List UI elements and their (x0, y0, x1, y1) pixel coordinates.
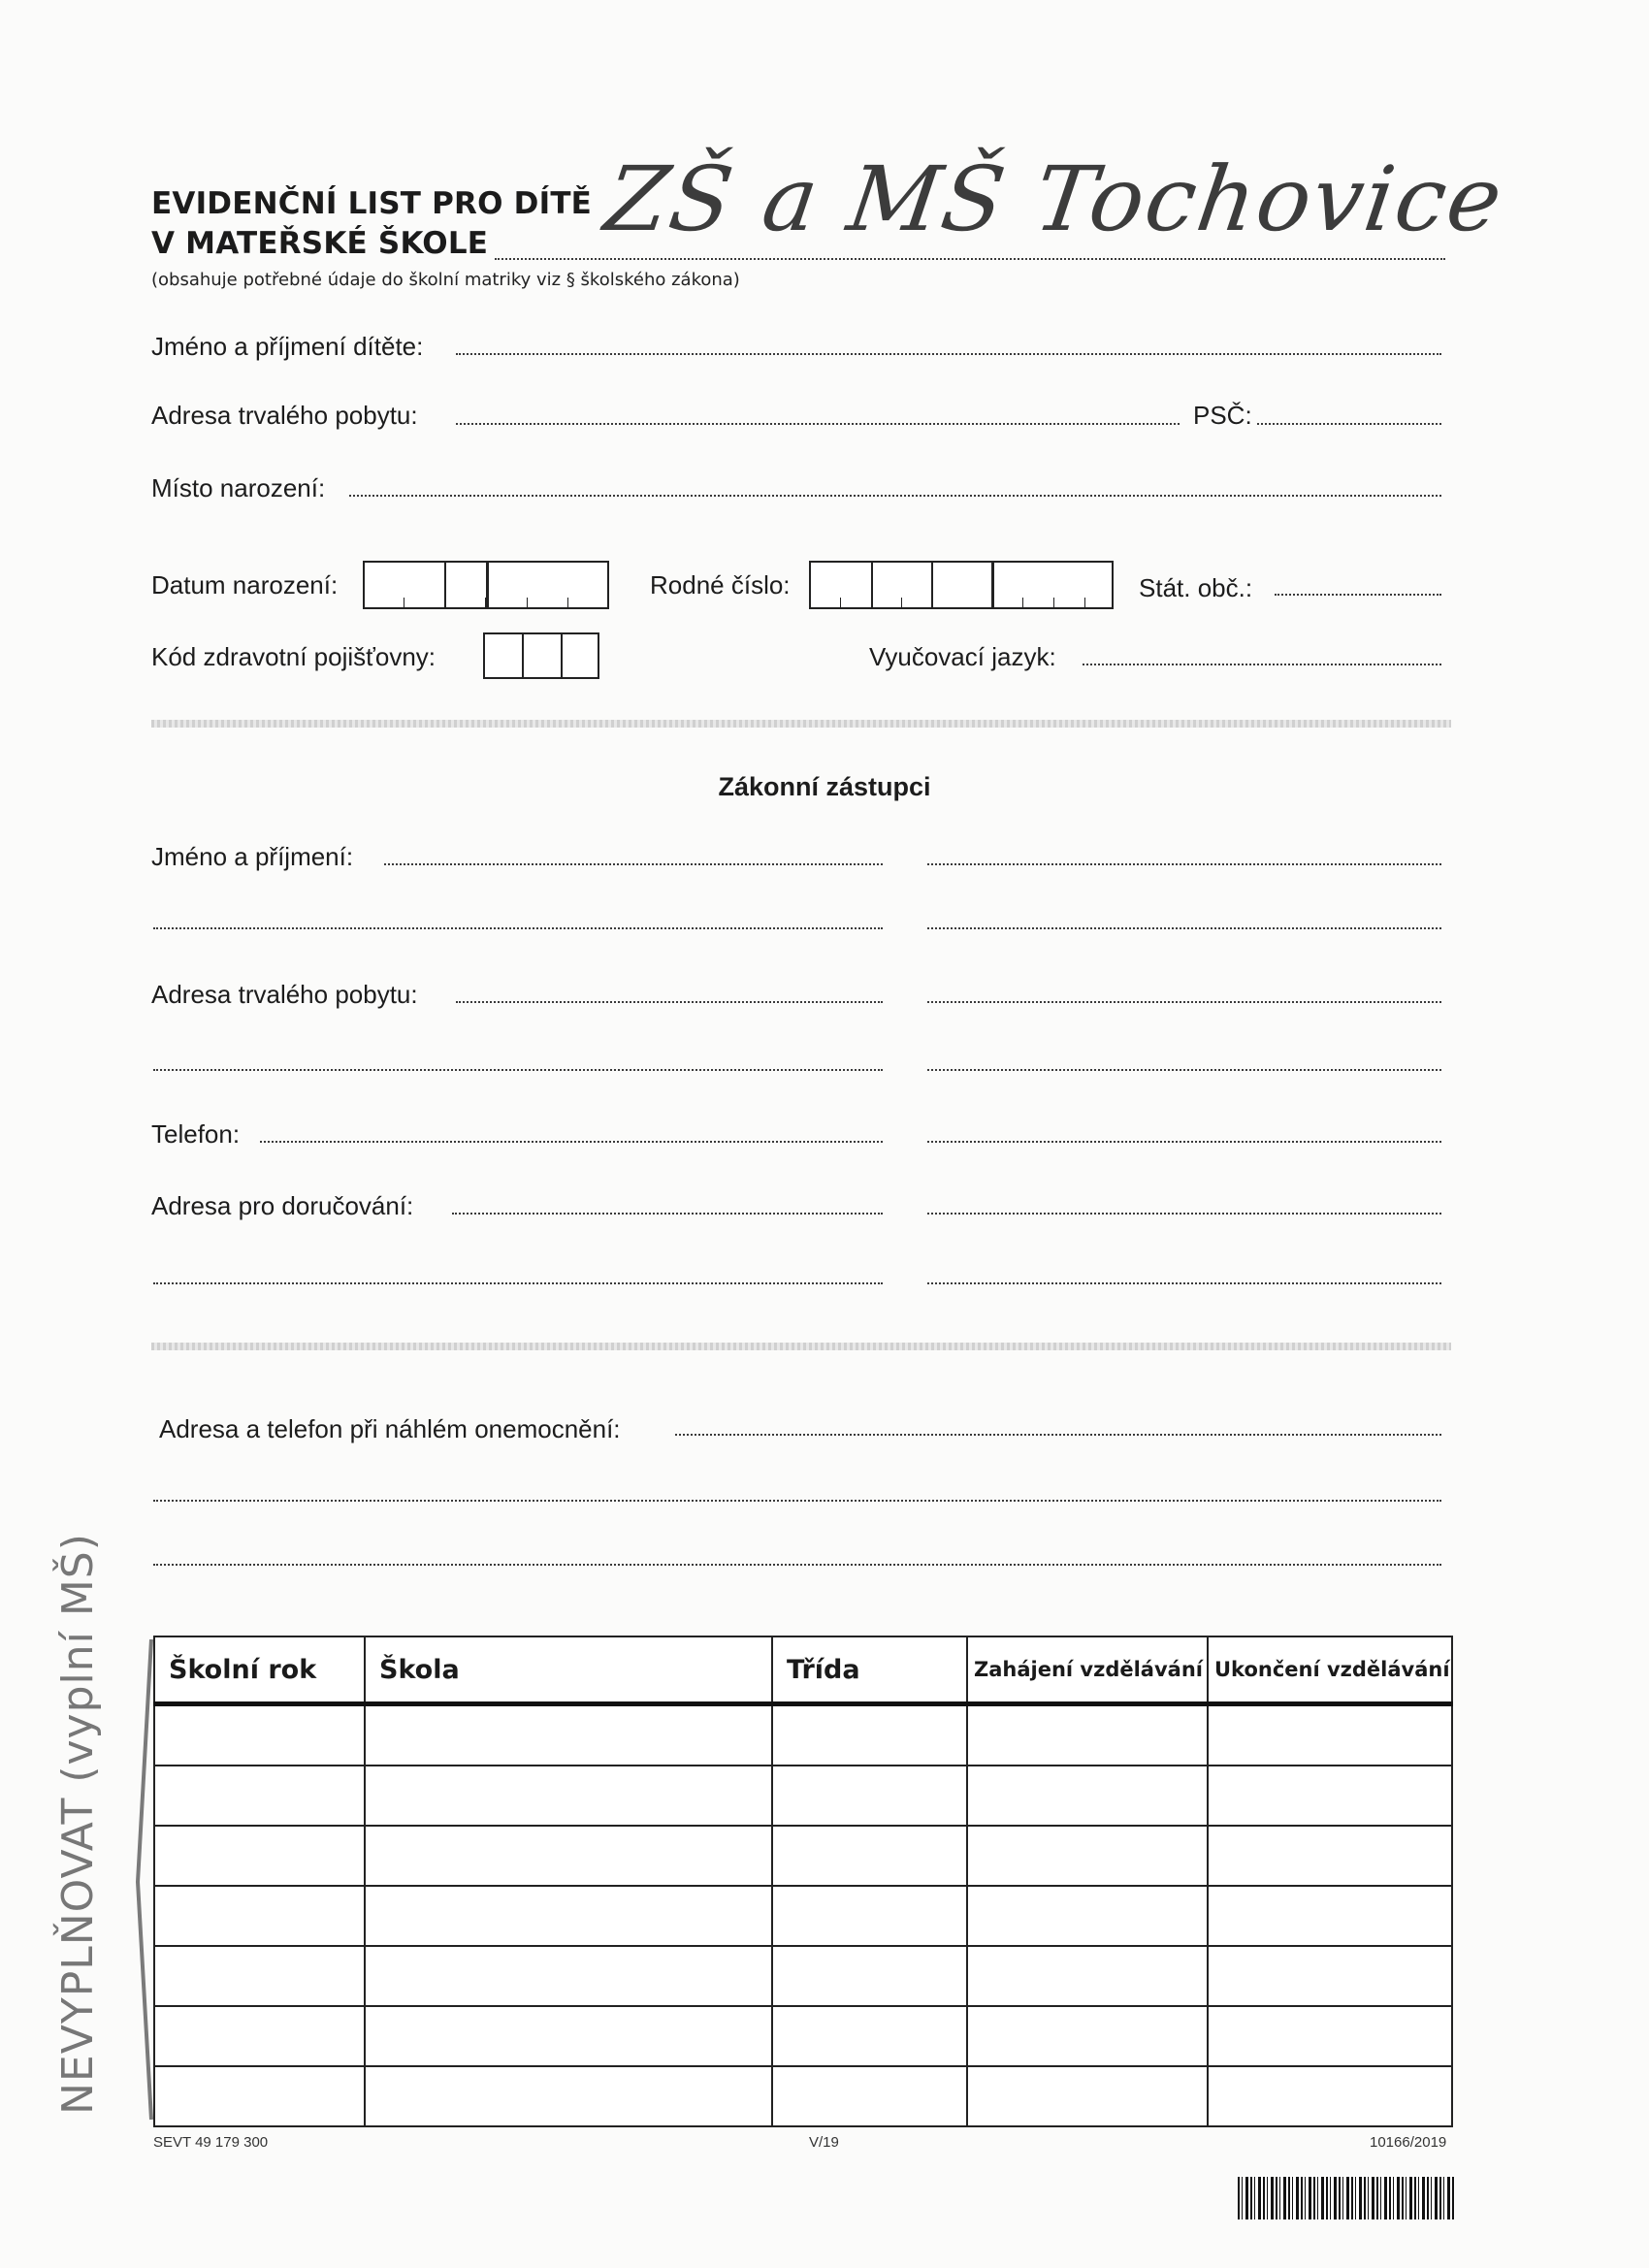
insurance-label: Kód zdravotní pojišťovny: (151, 642, 436, 671)
insurance-code-box[interactable] (483, 632, 599, 679)
table-cell[interactable] (365, 1946, 772, 2006)
table-cell[interactable] (154, 1766, 365, 1826)
citizenship-field[interactable] (1275, 594, 1441, 596)
guardian1-address-field-2[interactable] (153, 1069, 883, 1071)
table-cell[interactable] (365, 1704, 772, 1766)
form-title-line2: V MATEŘSKÉ ŠKOLE (151, 226, 489, 261)
table-cell[interactable] (772, 1886, 967, 1946)
col-header-class: Třída (772, 1636, 967, 1704)
guardian-name-label: Jméno a příjmení: (151, 842, 354, 871)
child-address-label: Adresa trvalého pobytu: (151, 401, 418, 430)
table-cell[interactable] (1208, 2006, 1452, 2066)
table-cell[interactable] (772, 1826, 967, 1886)
table-cell[interactable] (967, 1886, 1208, 1946)
emergency-field-3[interactable] (153, 1564, 1441, 1566)
guardian-phone-label: Telefon: (151, 1119, 241, 1149)
footer-version: V/19 (809, 2134, 839, 2151)
table-cell[interactable] (1208, 1704, 1452, 1766)
col-header-school-year: Školní rok (154, 1636, 365, 1704)
guardian1-delivery-field-2[interactable] (153, 1282, 883, 1284)
side-note-handwritten: NEVYPLŇOVAT (vyplní MŠ) (53, 1533, 103, 2115)
child-address-field[interactable] (456, 423, 1180, 425)
table-cell[interactable] (365, 2006, 772, 2066)
guardian2-delivery-field-2[interactable] (927, 1282, 1441, 1284)
table-cell[interactable] (154, 1826, 365, 1886)
table-cell[interactable] (967, 1704, 1208, 1766)
guardians-section-title: Zákonní zástupci (718, 772, 931, 801)
table-cell[interactable] (967, 1946, 1208, 2006)
table-cell[interactable] (1208, 1946, 1452, 2006)
section-separator (151, 720, 1451, 728)
birthplace-field[interactable] (349, 495, 1441, 497)
child-name-field[interactable] (456, 353, 1441, 355)
form-title-line1: EVIDENČNÍ LIST PRO DÍTĚ (151, 186, 593, 221)
language-field[interactable] (1083, 664, 1441, 665)
guardian1-address-field[interactable] (456, 1001, 883, 1003)
table-row (154, 1826, 1452, 1886)
table-row (154, 1946, 1452, 2006)
table-cell[interactable] (154, 1886, 365, 1946)
table-cell[interactable] (772, 1766, 967, 1826)
birthdate-box[interactable] (363, 561, 609, 609)
citizenship-label: Stát. obč.: (1139, 573, 1253, 602)
table-cell[interactable] (967, 1826, 1208, 1886)
table-row (154, 1886, 1452, 1946)
table-cell[interactable] (1208, 1826, 1452, 1886)
table-body (154, 1704, 1452, 2127)
guardian1-name-field[interactable] (384, 863, 883, 865)
guardian2-name-field[interactable] (927, 863, 1441, 865)
form-subtitle: (obsahuje potřebné údaje do školní matriky viz § školského zákona) (151, 270, 740, 290)
table-cell[interactable] (772, 1946, 967, 2006)
col-header-school: Škola (365, 1636, 772, 1704)
school-name-field-line[interactable] (495, 258, 1445, 260)
table-cell[interactable] (365, 2066, 772, 2126)
table-cell[interactable] (1208, 2066, 1452, 2126)
guardian-delivery-label: Adresa pro doručování: (151, 1191, 414, 1220)
table-cell[interactable] (772, 1704, 967, 1766)
school-history-table (153, 1636, 1453, 2127)
table-cell[interactable] (154, 1946, 365, 2006)
guardian1-name-field-2[interactable] (153, 927, 883, 929)
section-separator-2 (151, 1343, 1451, 1350)
table-row (154, 2006, 1452, 2066)
birth-number-label: Rodné číslo: (650, 570, 791, 599)
table-cell[interactable] (1208, 1766, 1452, 1826)
table-cell[interactable] (154, 2066, 365, 2126)
child-name-label: Jméno a příjmení dítěte: (151, 332, 424, 361)
col-header-start: Zahájení vzdělávání (967, 1636, 1208, 1704)
birthplace-label: Místo narození: (151, 473, 326, 502)
footer-doc-number: 10166/2019 (1370, 2134, 1447, 2151)
guardian1-phone-field[interactable] (260, 1141, 883, 1143)
birth-number-box[interactable] (809, 561, 1114, 609)
guardian1-delivery-field[interactable] (452, 1213, 883, 1215)
table-row (154, 2066, 1452, 2126)
table-cell[interactable] (967, 2066, 1208, 2126)
birthdate-label: Datum narození: (151, 570, 339, 599)
guardian2-phone-field[interactable] (927, 1141, 1441, 1143)
emergency-field[interactable] (675, 1434, 1441, 1436)
psc-field[interactable] (1257, 423, 1441, 425)
table-cell[interactable] (365, 1886, 772, 1946)
emergency-field-2[interactable] (153, 1500, 1441, 1502)
guardian2-delivery-field[interactable] (927, 1213, 1441, 1215)
table-cell[interactable] (365, 1766, 772, 1826)
language-label: Vyučovací jazyk: (869, 642, 1056, 671)
psc-label: PSČ: (1193, 401, 1252, 430)
guardian-address-label: Adresa trvalého pobytu: (151, 980, 418, 1009)
table-cell[interactable] (154, 1704, 365, 1766)
footer-form-code: SEVT 49 179 300 (153, 2134, 269, 2151)
table-cell[interactable] (967, 1766, 1208, 1826)
table-cell[interactable] (154, 2006, 365, 2066)
table-row (154, 1766, 1452, 1826)
table-cell[interactable] (967, 2006, 1208, 2066)
guardian2-name-field-2[interactable] (927, 927, 1441, 929)
emergency-label: Adresa a telefon při náhlém onemocnění: (159, 1414, 621, 1443)
table-header-row (154, 1636, 1452, 1704)
col-header-end: Ukončení vzdělávání (1208, 1636, 1452, 1704)
barcode-image (1238, 2177, 1455, 2219)
guardian2-address-field-2[interactable] (927, 1069, 1441, 1071)
table-cell[interactable] (772, 2066, 967, 2126)
table-cell[interactable] (365, 1826, 772, 1886)
table-row (154, 1704, 1452, 1766)
school-name-handwritten: ZŠ a MŠ Tochovice (598, 147, 1510, 251)
guardian2-address-field[interactable] (927, 1001, 1441, 1003)
table-cell[interactable] (772, 2006, 967, 2066)
table-cell[interactable] (1208, 1886, 1452, 1946)
